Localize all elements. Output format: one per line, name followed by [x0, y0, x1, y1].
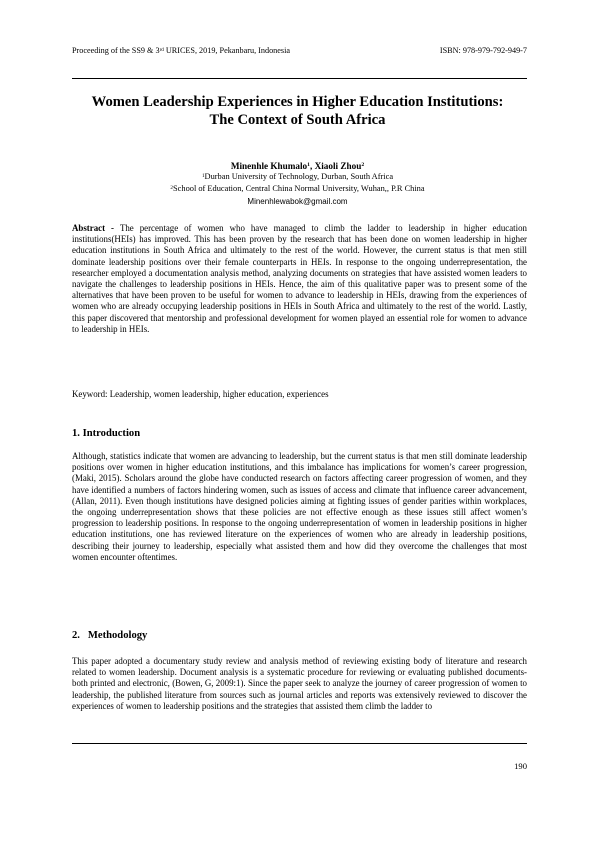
- author-email: Minenhlewabok@gmail.com: [247, 197, 348, 206]
- paper-title: [60, 93, 535, 129]
- abstract: [72, 223, 527, 335]
- header-proceeding: Proceeding of the SS9 & 3rd URICES, 2019, Pekanbaru, Indonesia: [72, 46, 291, 55]
- keywords: Keyword: Leadership, women leadership, higher education, experiences: [72, 389, 329, 399]
- author-list: Minenhle Khumalo$^1$, Xiaoli Zhou$^2$: [230, 161, 365, 171]
- section-heading-introduction: 1. Introduction: [72, 428, 141, 439]
- abstract-label: Abstract -: [72, 223, 120, 233]
- affiliation-1: $^1$Durban University of Technology, Durban, South Africa: [201, 172, 394, 181]
- page-number: 190: [514, 761, 527, 771]
- abstract-text: The percentage of women who have managed to climb the ladder to leadership in higher education institutions(HEIs) has improved. This has been proven by the research that has been done on women leadership in higher education institutions in South Africa and ultimately to the rest of the world. However, the current status is that men still dominate leadership positions over their female counterparts in HEIs. In response to the ongoing underrepresentation, the researcher employed a documentation analysis method, analyzing documents on strategies that have assisted women leaders to navigate the challenges to leadership positions in HEIs. Hence, the aim of this qualitative paper was to present some of the alternatives that have been proven to be useful for women to advance to leadership in HEIs, drawing from the experiences of women who are already occupying leadership positions in HEIs in South Africa and ultimately to the rest of the world. Lastly, this paper discovered that mentorship and professional development for women played an essential role for women to advance to leadership in HEIs.: [72, 223, 527, 334]
- header-rule: [72, 78, 527, 79]
- header-isbn: ISBN: 978-979-792-949-7: [439, 46, 527, 55]
- author-1: Minenhle Khumalo: [230, 161, 308, 171]
- section-heading-methodology: 2. Methodology: [72, 630, 148, 641]
- introduction-paragraph: Although, statistics indicate that women are advancing to leadership, but the current status is that men still dominate leadership positions over women in higher education institutions, and this imbalance has implications for women’s career progression, (Maki, 2015). Scholars around the globe have conducted research on factors affecting career progression of women, and they have identified a numbers of factors hindering women, such as issues of access and climate that influence career advancement, (Allan, 2011). Even though institutions have designed policies aiming at fighting issues of gender parities within workplaces, the ongoing underrepresentation shows that these policies are not effective enough as these issues still affect women’s progression to leadership positions. In response to the ongoing underrepresentation of women in leadership positions in higher education institutions, one has reviewed literature on the experiences of women who are already in leadership positions, describing their journey to leadership, especially what assisted them and how did they overcome the challenges that most women encounter oftentimes.: [72, 451, 527, 562]
- methodology-paragraph: This paper adopted a documentary study review and analysis method of reviewing existing body of literature and research related to women leadership. Document analysis is a systematic procedure for reviewing or evaluating published documents- both printed and electronic, (Bowen, G, 2009:1). Since the paper seek to analyze the journey of career progression of women to leadership, the published literature from sources such as journal articles and reports was extensively reviewed to discover the experiences of women to leadership positions and the strategies that assisted them climb the ladder to: [72, 656, 527, 711]
- title-line-1: Women Leadership Experiences in Higher Education Institutions:: [91, 94, 504, 110]
- affiliation-2: $^2$School of Education, Central China Normal University, Wuhan,, P.R China: [170, 184, 425, 193]
- author-2: Xiaoli Zhou: [314, 161, 362, 171]
- footer-rule: [72, 743, 527, 744]
- title-line-2: The Context of South Africa: [209, 112, 386, 128]
